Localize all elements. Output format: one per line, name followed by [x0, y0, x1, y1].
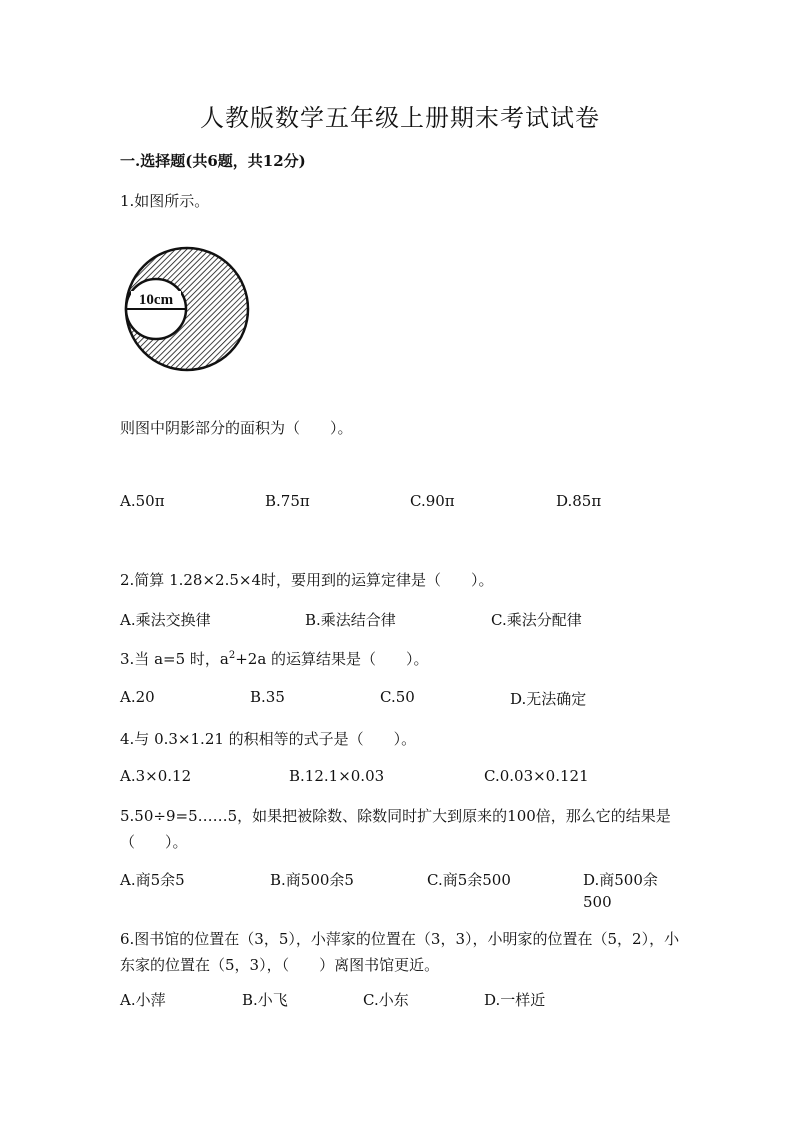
diameter-label: 10cm — [138, 292, 174, 308]
q3-option-c[interactable]: C.50 — [380, 688, 415, 706]
q4-option-a[interactable]: A.3×0.12 — [120, 767, 192, 785]
q3-option-b[interactable]: B.35 — [250, 688, 285, 706]
q2-option-a[interactable]: A.乘法交换律 — [120, 611, 211, 629]
page-title: 人教版数学五年级上册期末考试试卷 — [200, 104, 600, 132]
q1-stem: 1.如图所示。 — [120, 192, 210, 210]
q2-stem: 2.简算 1.28×2.5×4时，要用到的运算定律是（ ）。 — [120, 571, 494, 589]
q1-option-c[interactable]: C.90π — [410, 492, 455, 510]
q5-option-b[interactable]: B.商500余5 — [270, 871, 354, 889]
q5-stem: 5.50÷9=5……5，如果把被除数、除数同时扩大到原来的100倍，那么它的结果是（ ）。 — [120, 807, 671, 851]
q4-option-c[interactable]: C.0.03×0.121 — [484, 767, 589, 785]
q3-stem-part-a: 3.当 a=5 时，a — [120, 650, 229, 668]
q6-option-c[interactable]: C.小东 — [363, 991, 409, 1009]
q6-stem: 6.图书馆的位置在（3，5），小萍家的位置在（3，3），小明家的位置在（5，2），小东家的位置在（5，3），（ ）离图书馆更近。 — [120, 930, 680, 974]
q6-option-b[interactable]: B.小飞 — [242, 991, 288, 1009]
q3-option-a[interactable]: A.20 — [120, 688, 155, 706]
q1-option-b[interactable]: B.75π — [265, 492, 310, 510]
ring-diagram — [120, 242, 255, 377]
q3-stem-part-b: +2a 的运算结果是（ ）。 — [235, 650, 429, 668]
q5-option-a[interactable]: A.商5余5 — [120, 871, 185, 889]
q5-option-d[interactable]: D.商500余500 — [583, 871, 658, 911]
q5-option-c[interactable]: C.商5余500 — [427, 871, 511, 889]
q6-option-a[interactable]: A.小萍 — [120, 991, 166, 1009]
q3-exponent: 2 — [228, 650, 236, 661]
q3-option-d[interactable]: D.无法确定 — [510, 690, 587, 708]
q1-ring-figure — [120, 242, 255, 377]
q3-stem — [120, 648, 429, 669]
section-heading: 一.选择题(共6题，共12分) — [120, 152, 306, 170]
q4-option-b[interactable]: B.12.1×0.03 — [289, 767, 385, 785]
q2-option-b[interactable]: B.乘法结合律 — [305, 611, 396, 629]
q1-option-a[interactable]: A.50π — [120, 492, 165, 510]
q1-question: 则图中阴影部分的面积为（ ）。 — [120, 419, 353, 437]
q2-option-c[interactable]: C.乘法分配律 — [491, 611, 582, 629]
q1-option-d[interactable]: D.85π — [556, 492, 602, 510]
q4-stem: 4.与 0.3×1.21 的积相等的式子是（ ）。 — [120, 730, 417, 748]
q6-option-d[interactable]: D.一样近 — [484, 991, 546, 1009]
